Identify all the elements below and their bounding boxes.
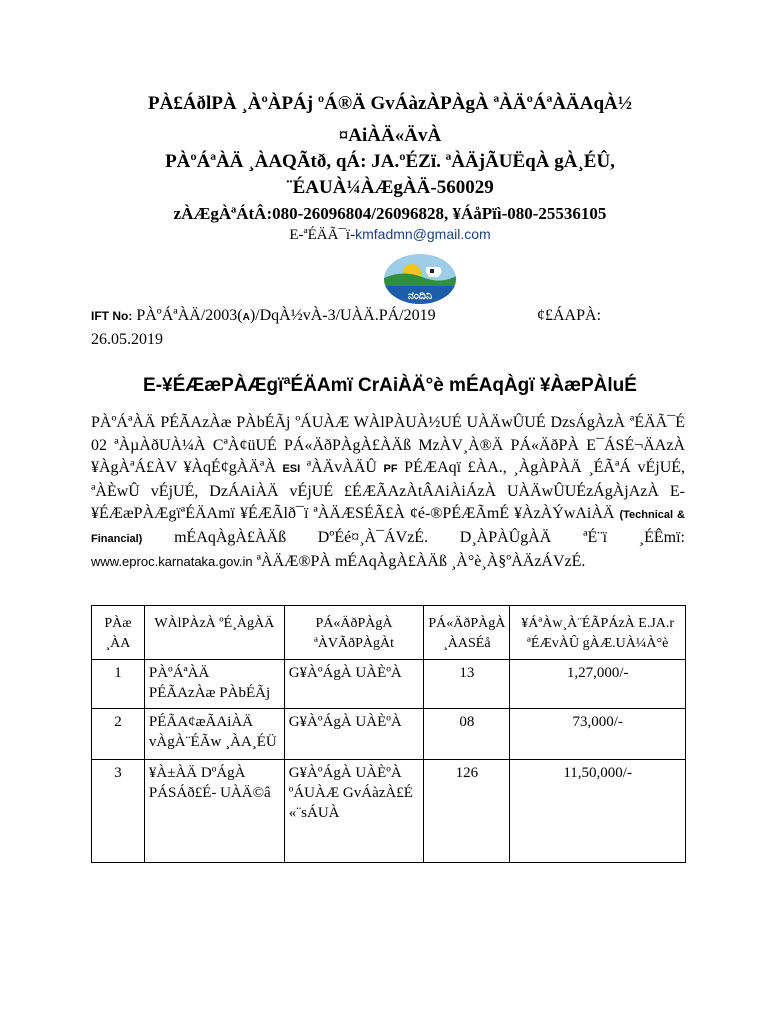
body-part-4: mÉAqÀgÀ£ÀÄß DºÉé¤¸À¯ÁVzÉ. D¸ÀPÀÛgÀÄ ªÉ¨ï ¸ÉÊmï: xyxy=(174,528,685,546)
cell-unit: PÉÃA¢æÃAiÀÄ vÀgÀ¨ÉÃw ¸ÀA¸ÉÜ xyxy=(144,709,284,760)
col-header-unit: WÀlPÀzÀ ºÉ¸ÀgÀÄ xyxy=(144,606,284,660)
cell-amount: 1,27,000/- xyxy=(510,660,686,709)
cell-category: G¥ÀºÁgÀ UÀÈºÀ ºÁUÀÆ GvÁàzÀ£É «¨sÁUÀ xyxy=(284,760,424,863)
cell-count: 126 xyxy=(424,760,510,863)
ift-value-2: )/DqÀ½vÀ-3/UÀÄ.PÁ/2019 xyxy=(249,307,436,324)
cell-sl: 1 xyxy=(92,660,145,709)
address-line-2: ¨ÉAUÀ¼ÀÆgÀÄ-560029 xyxy=(286,177,494,198)
body-part-3: PÉÆAqï £ÀA., ¸ÀgÀPÀÄ ¸ÉÃªÁ vÉjUÉ, ªÀÈwÛ vÉjUÉ, DzÁAiÀÄ vÉjUÉ £ÉÆÃAzÀtÂAiÀiÁzÀ UÀÄwÛUÉzÁgÀjAzÀ E-¥ÉÆæPÀÆgïªÉÄAmï ¥ÉÆÃlð¯ï ªÀÄÆSÉÃ£À ¢é-®PÉÆÃmÉ ¥ÀzÀÝwAiÀÄ xyxy=(91,459,686,523)
col-header-count: PÁ«ÄðPÀgÀ ¸ÀASÉå xyxy=(424,606,510,660)
table-row xyxy=(92,760,686,863)
phone-fax-line: zÀÆgÀªÁtÂ:080-26096804/26096828, ¥ÁåPïì-080-25536105 xyxy=(173,204,607,223)
tender-table xyxy=(91,605,686,863)
cell-amount: 11,50,000/- xyxy=(510,760,686,863)
logo-text: ನಂದಿನಿ xyxy=(407,289,433,302)
body-part-5: ªÀÄÆ®PÀ mÉAqÀgÀ£ÀÄß ¸À°è¸À§ºÀÄzÁVzÉ. xyxy=(256,552,586,570)
ift-value-a: A xyxy=(242,312,250,323)
org-name-line-1: PÀ£ÁðlPÀ ¸ÀºÀPÁj ºÁ®Ä GvÁàzÀPÀgÀ ªÀÄºÁªÀÄAqÀ½ xyxy=(148,93,632,114)
pf-label: PF xyxy=(383,463,398,476)
technical-financial-label: (Technical & Financial) xyxy=(91,509,685,545)
cell-unit: ¥À±ÀÄ DºÁgÀ PÁSÁð£É- UÀÄ©â xyxy=(144,760,284,863)
org-name-line-2: ¤AiÀÄ«ÄvÀ xyxy=(338,125,442,146)
cell-amount: 73,000/- xyxy=(510,709,686,760)
email-address[interactable]: kmfadmn@gmail.com xyxy=(355,226,491,242)
ift-label: IFT No: xyxy=(91,309,133,323)
ift-number xyxy=(91,307,436,325)
col-header-amount: ¥ÁªÀw¸À¨ÉÃPÁzÀ E.JA.r ªÉÆvÀÛ gÀÆ.UÀ¼À°è xyxy=(510,606,686,660)
date-label: ¢£ÁAPÀ: xyxy=(537,307,602,324)
cell-sl: 2 xyxy=(92,709,145,760)
cell-unit: PÀºÁªÀÄ PÉÃAzÀæ PÀbÉÃj xyxy=(144,660,284,709)
body-part-1: PÀºÁªÀÄ PÉÃAzÀæ PÀbÉÃj ºÁUÀÆ WÀlPÀUÀ½UÉ UÀÄwÛUÉ DzsÁgÀzÀ ªÉÄÃ¯É 02 ªÀµÀðUÀ¼À CªÀ¢üUÉ PÁ«ÄðPÀgÀ£ÀÄß MzÀV¸À®Ä PÁ«ÄðPÀ E¯ÁSÉ¬ÄAzÀ ¥ÀgÀªÁ£ÀV ¥ÀqÉ¢gÀÄªÀ xyxy=(91,414,685,477)
body-part-2: ªÀÄvÀÄÛ xyxy=(306,459,377,477)
cell-count: 08 xyxy=(424,709,510,760)
notice-body xyxy=(91,412,685,573)
esi-label: ESI xyxy=(282,463,301,476)
table-row xyxy=(92,660,686,709)
col-header-sl: PÀæ ¸ÀA xyxy=(92,606,145,660)
cell-sl: 3 xyxy=(92,760,145,863)
address-line-1: PÀºÁªÀÄ ¸ÀAQÃtð, qÁ: JA.ºÉZï. ªÀÄjÃUËqÀ gÀ¸ÉÛ, xyxy=(165,151,615,172)
ift-value: PÀºÁªÀÄ/2003( xyxy=(136,307,243,324)
date-value: 26.05.2019 xyxy=(91,331,163,348)
cell-count: 13 xyxy=(424,660,510,709)
table-row xyxy=(92,709,686,760)
eproc-url[interactable]: www.eproc.karnataka.gov.in xyxy=(91,553,253,569)
notice-title: E-¥ÉÆæPÀÆgïªÉÄAmï CrAiÀÄ°è mÉAqÀgï ¥ÀæPÀluÉ xyxy=(143,375,637,396)
col-header-category: PÁ«ÄðPÀgÀ ªÀVÃðPÀgÀt xyxy=(284,606,424,660)
email-line xyxy=(90,226,690,244)
table-header-row xyxy=(92,606,686,660)
nandini-logo-icon xyxy=(382,253,458,305)
email-label: E-ªÉÄÃ¯ï- xyxy=(289,227,356,243)
cell-category: G¥ÀºÁgÀ UÀÈºÀ xyxy=(284,660,424,709)
cell-category: G¥ÀºÁgÀ UÀÈºÀ xyxy=(284,709,424,760)
